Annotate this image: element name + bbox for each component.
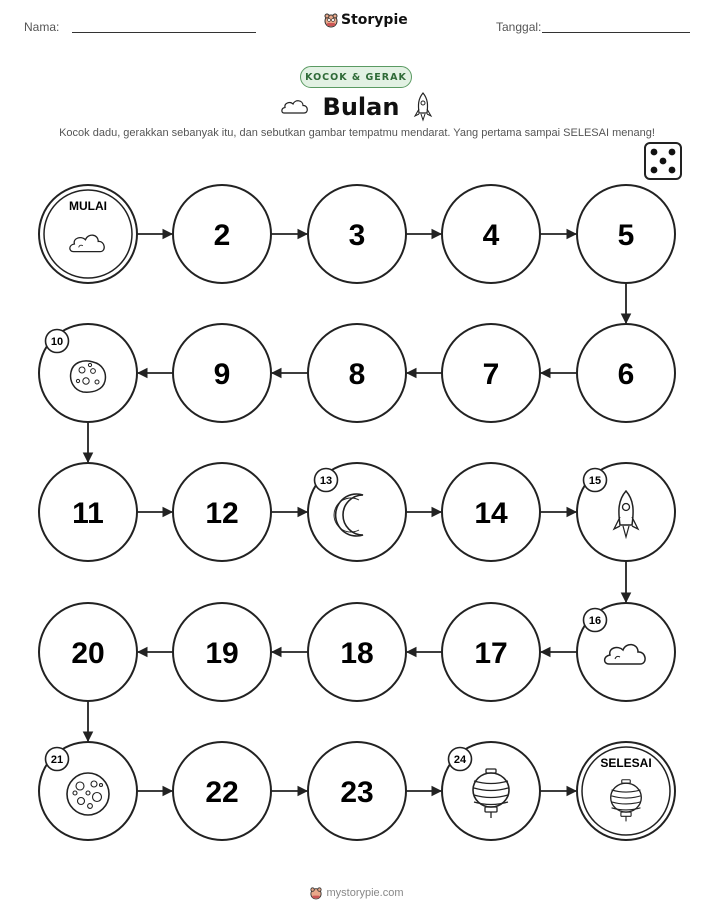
space-number: 3 <box>348 219 366 252</box>
space-number: 11 <box>72 497 104 530</box>
date-label: Tanggal: <box>496 20 542 34</box>
space-number: 8 <box>348 358 366 391</box>
space-number: 14 <box>474 497 508 530</box>
board-space-2 <box>173 185 271 283</box>
board-space-6 <box>577 324 675 422</box>
board-space-24 <box>442 742 540 840</box>
space-number: 2 <box>213 219 231 252</box>
board-space-9 <box>173 324 271 422</box>
board-space-8 <box>308 324 406 422</box>
board-space-1 <box>39 185 137 283</box>
space-number: 19 <box>205 637 239 670</box>
board-space-7 <box>442 324 540 422</box>
space-number: 12 <box>205 497 239 530</box>
space-number-badge: 10 <box>50 336 64 348</box>
brand-name: Storypie <box>341 12 408 28</box>
board-space-18 <box>308 603 406 701</box>
space-number-badge: 16 <box>588 615 602 627</box>
board-space-20 <box>39 603 137 701</box>
page-title: Bulan <box>322 93 400 121</box>
board-space-4 <box>442 185 540 283</box>
footer <box>0 886 714 900</box>
board-space-15 <box>577 463 675 561</box>
board-space-21 <box>39 742 137 840</box>
space-number: 22 <box>205 776 239 809</box>
board-space-10 <box>39 324 137 422</box>
footer-url: mystorypie.com <box>326 887 404 899</box>
space-number-badge: 24 <box>453 754 467 766</box>
space-number: 7 <box>482 358 500 391</box>
space-number: 17 <box>474 637 508 670</box>
board-space-22 <box>173 742 271 840</box>
storypie-mascot-icon <box>310 886 322 900</box>
space-number: 18 <box>340 637 374 670</box>
space-number: 5 <box>617 219 635 252</box>
activity-badge: KOCOK & GERAK <box>300 66 412 88</box>
board-space-19 <box>173 603 271 701</box>
board-space-16 <box>577 603 675 701</box>
space-label: MULAI <box>69 199 107 213</box>
space-number: 23 <box>340 776 374 809</box>
space-number: 4 <box>482 219 500 252</box>
space-number: 6 <box>617 358 635 391</box>
board-space-25 <box>577 742 675 840</box>
space-number: 9 <box>213 358 231 391</box>
space-number-badge: 15 <box>588 475 602 487</box>
name-label: Nama: <box>24 20 60 34</box>
board-space-11 <box>39 463 137 561</box>
space-number-badge: 21 <box>50 754 64 766</box>
space-label: SELESAI <box>600 756 652 770</box>
space-number-badge: 13 <box>319 475 333 487</box>
board-space-14 <box>442 463 540 561</box>
board-space-5 <box>577 185 675 283</box>
board-space-23 <box>308 742 406 840</box>
board-space-12 <box>173 463 271 561</box>
board-space-17 <box>442 603 540 701</box>
instructions-text: Kocok dadu, gerakkan sebanyak itu, dan sebutkan gambar tempatmu mendarat. Yang pertama sampai SELESAI menang! <box>59 127 655 139</box>
space-number: 20 <box>71 637 105 670</box>
board-space-13 <box>308 463 406 561</box>
board-space-3 <box>308 185 406 283</box>
